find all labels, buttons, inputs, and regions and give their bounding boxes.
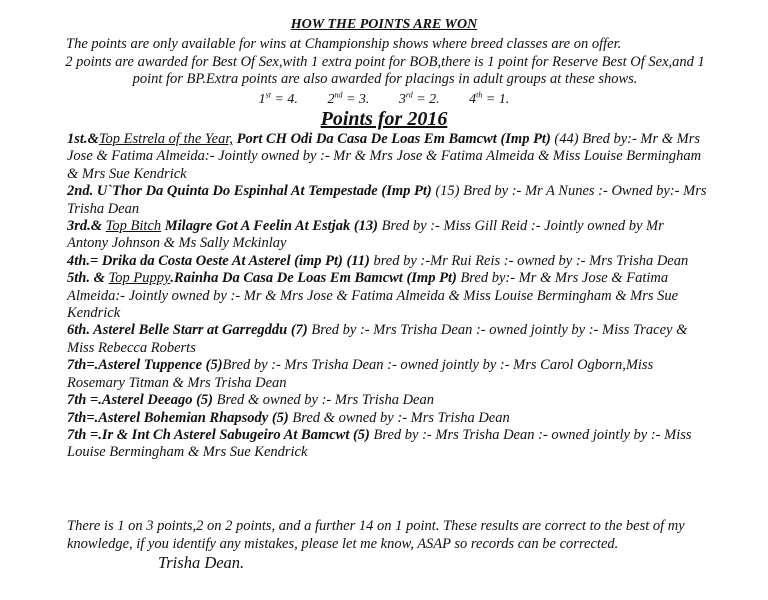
list-item: 1st.&Top Estrela of the Year, Port CH Odi Da Casa De Loas Em Bamcwt (Imp Pt) (44) Bred by:- Mr & Mrs Jose & Fatima Almeida:- Jointly owned by :- Mr & Mrs Jose & Fatima Almeida & Miss Louise Bermingham & Mrs Sue Kendrick xyxy=(67,131,702,182)
page-heading: HOW THE POINTS ARE WON xyxy=(290,17,478,32)
list-item: 5th. & Top Puppy.Rainha Da Casa De Loas Em Bamcwt (Imp Pt) Bred by:- Mr & Mrs Jose & Fatima Almeida:- Jointly owned by :- Mr & Mrs Jose & Fatima Almeida & Miss Louise Bermingham & Mrs Sue Kendrick xyxy=(67,270,679,322)
list-item: 3rd.& Top Bitch Milagre Got A Feelin At Estjak (13) Bred by :- Miss Gill Reid :- Jointly owned by Mr Antony Johnson & Ms Sally Mckinlay xyxy=(67,218,664,252)
year-title: Points for 2016 xyxy=(320,108,448,130)
intro-line-2: 2 points are awarded for Best Of Sex,with 1 extra point for BOB,there is 1 point for Reserve Best Of Sex,and 1 point for BP.Extra points are also awarded for placings in adult groups at these shows. xyxy=(65,53,705,87)
list-item: 7th=.Asterel Bohemian Rhapsody (5) Bred & owned by :- Mrs Trisha Dean xyxy=(67,409,510,426)
placing-3: 3rd = 2. xyxy=(398,90,440,107)
placing-1: 1st = 4. xyxy=(258,90,298,107)
list-item: 7th=.Asterel Tuppence (5)Bred by :- Mrs Trisha Dean :- owned jointly by :- Mrs Carol Ogborn,Miss Rosemary Titman & Mrs Trisha Dean xyxy=(67,357,654,391)
results-list xyxy=(67,131,707,462)
intro-line-1: The points are only available for wins at Championship shows where breed classes are on offer. xyxy=(66,36,622,52)
signature: Trisha Dean. xyxy=(158,553,245,572)
list-item: 7th =.Ir & Int Ch Asterel Sabugeiro At Bamcwt (5) Bred by :- Mrs Trisha Dean :- owned jointly by :- Miss Louise Bermingham & Mrs Sue Kendrick xyxy=(67,426,692,461)
placing-2: 2nd = 3. xyxy=(327,90,370,107)
list-item: 6th. Asterel Belle Starr at Garregddu (7) Bred by :- Mrs Trisha Dean :- owned jointly by :- Miss Tracey & Miss Rebecca Roberts xyxy=(67,322,688,356)
list-item: 7th =.Asterel Deeago (5) Bred & owned by :- Mrs Trisha Dean xyxy=(67,392,434,409)
footer-note: There is 1 on 3 points,2 on 2 points, and a further 14 on 1 point. These results are correct to the best of my knowledge, if you identify any mistakes, please let me know, ASAP so records can be corrected. xyxy=(67,518,685,552)
list-item: 2nd. U`Thor Da Quinta Do Espinhal At Tempestade (Imp Pt) (15) Bred by :- Mr A Nunes :- Owned by:- Mrs Trisha Dean xyxy=(67,183,707,217)
list-item: 4th.= Drika da Costa Oeste At Asterel (imp Pt) (11) bred by :-Mr Rui Reis :- owned by :- Mrs Trisha Dean xyxy=(67,252,689,269)
placing-4: 4th = 1. xyxy=(469,90,510,107)
placing-points xyxy=(0,90,768,108)
intro-text xyxy=(60,36,710,89)
